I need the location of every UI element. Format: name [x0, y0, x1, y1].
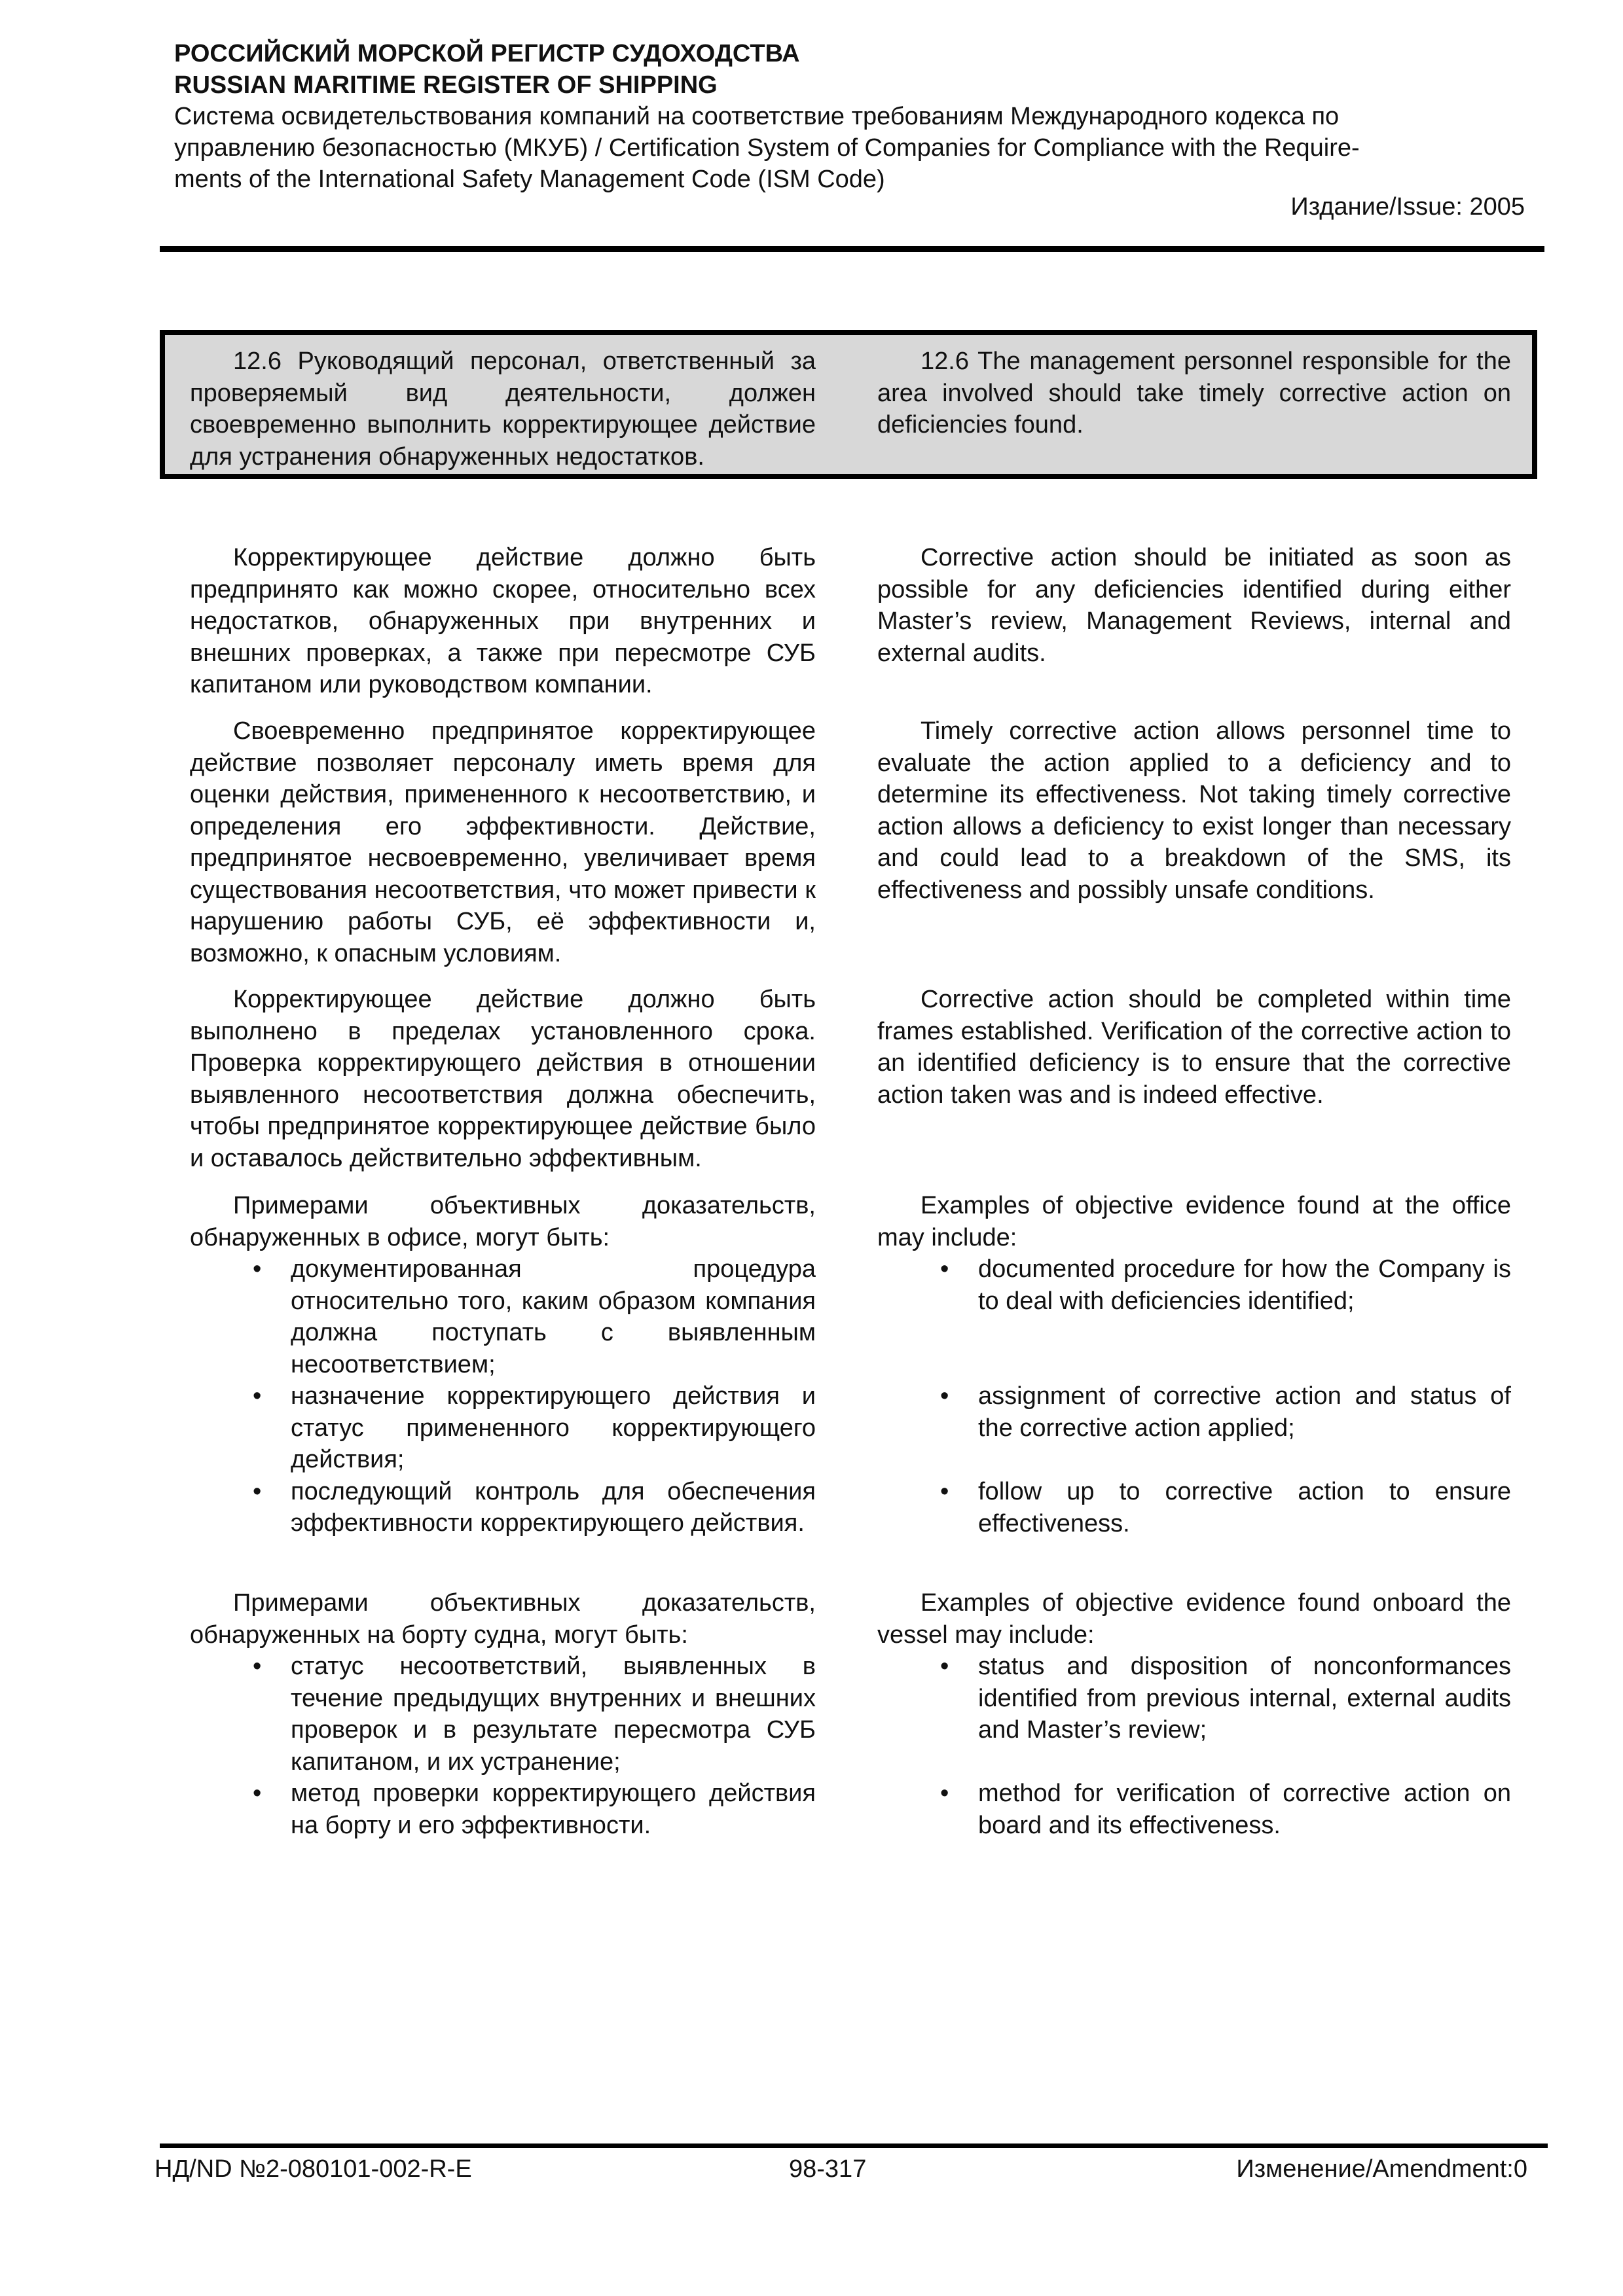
vessel-evidence-list: [877, 1651, 1511, 1841]
system-title-line-2: управлению безопасностью (МКУБ) / Certification System of Companies for Compliance with the Require-: [174, 134, 1360, 162]
bullet-icon: •: [940, 1255, 949, 1283]
requirement-paragraph-ru: 12.6 Руководящий персонал, ответственный за проверяемый вид деятельности, должен своевременно выполнить корректирующее действие для устранения обнаруженных недостатков.: [190, 348, 816, 471]
list-item-text: документированная процедура относительно того, каким образом компания должна поступать с выявленным несоответствием;: [291, 1255, 816, 1378]
paragraph-text: Timely corrective action allows personnel time to evaluate the action applied to a deficiency and to determine its effectiveness. Not taking timely corrective action allows a deficiency to exist longer than necessary and could lead to a breakdown of the SMS, its effectiveness and possibly unsafe conditions.: [877, 717, 1511, 904]
page-number: 98-317: [789, 2155, 867, 2183]
vessel-intro-text: Examples of objective evidence found onboard the vessel may include:: [877, 1589, 1511, 1649]
guidance-paragraph-1-en: [877, 542, 1511, 669]
vessel-evidence-list: [190, 1651, 816, 1841]
vessel-evidence-en: [877, 1587, 1511, 1841]
list-item: [877, 1778, 1511, 1841]
amendment-label: Изменение/Amendment:0: [1236, 2155, 1527, 2183]
bullet-icon: •: [253, 1477, 262, 1505]
office-evidence-en: [877, 1190, 1511, 1539]
bullet-icon: •: [253, 1382, 262, 1410]
guidance-paragraph-2-ru: [190, 715, 816, 969]
bullet-icon: •: [253, 1780, 262, 1807]
office-evidence-list: [877, 1253, 1511, 1539]
system-title-line-3: ments of the International Safety Management Code (ISM Code): [174, 166, 885, 193]
system-title-line-1: Система освидетельствования компаний на соответствие требованиям Международного кодекса по: [174, 103, 1340, 130]
bullet-icon: •: [940, 1382, 949, 1410]
header-divider: [160, 246, 1544, 252]
paragraph-text: Corrective action should be completed within time frames established. Verification of the corrective action to an identified deficiency is to ensure that the corrective action taken was and is indeed effective.: [877, 986, 1511, 1109]
list-item-text: метод проверки корректирующего действия на борту и его эффективности.: [291, 1780, 816, 1839]
paragraph-text: Корректирующее действие должно быть выполнено в пределах установленного срока. Проверка корректирующего действия в отношении выявленного несоответствия должна обеспечить, чтобы предпринятое корректирующее действие было и оставалось действительно эффективным.: [190, 986, 816, 1172]
list-item-text: method for verification of corrective action on board and its effectiveness.: [978, 1780, 1511, 1839]
list-item: [190, 1778, 816, 1841]
paragraph-text: Своевременно предпринятое корректирующее действие позволяет персоналу иметь время для оценки действия, примененного к несоответствию, и определения его эффективности. Действие, предпринятое несвоевременно, увеличивает время существования несоответствия, что может привести к нарушению работы СУБ, её эффективности и, возможно, к опасным условиям.: [190, 717, 816, 967]
list-item-text: follow up to corrective action to ensure effectiveness.: [978, 1478, 1511, 1537]
list-item-text: назначение корректирующего действия и статус примененного корректирующего действия;: [291, 1382, 816, 1473]
list-item: [190, 1651, 816, 1778]
list-item-text: status and disposition of nonconformances identified from previous internal, external audits and Master’s review;: [978, 1653, 1511, 1744]
document-number: НД/ND №2-080101-002-R-E: [155, 2155, 472, 2183]
register-title-ru: РОССИЙСКИЙ МОРСКОЙ РЕГИСТР СУДОХОДСТВА: [174, 40, 800, 67]
paragraph-text: Corrective action should be initiated as soon as possible for any deficiencies identified during either Master’s review, Management Reviews, internal and external audits.: [877, 544, 1511, 667]
guidance-paragraph-3-ru: [190, 984, 816, 1174]
guidance-paragraph-3-en: [877, 984, 1511, 1111]
requirement-text-ru: [190, 346, 816, 473]
list-item-text: assignment of corrective action and status of the corrective action applied;: [978, 1382, 1511, 1442]
paragraph-text: Корректирующее действие должно быть предпринято как можно скорее, относительно всех недостатков, обнаруженных при внутренних и внешних проверках, а также при пересмотре СУБ капитаном или руководством компании.: [190, 544, 816, 698]
list-item: [190, 1253, 816, 1380]
office-intro-text: Примерами объективных доказательств, обнаруженных в офисе, могут быть:: [190, 1192, 816, 1251]
footer-divider: [160, 2144, 1548, 2148]
list-item: [877, 1253, 1511, 1380]
bullet-icon: •: [940, 1780, 949, 1807]
guidance-paragraph-2-en: [877, 715, 1511, 906]
requirement-paragraph-en: 12.6 The management personnel responsible for the area involved should take timely corrective action on deficiencies found.: [877, 348, 1511, 439]
office-evidence-ru: [190, 1190, 816, 1539]
office-evidence-list: [190, 1253, 816, 1539]
office-intro-text: Examples of objective evidence found at the office may include:: [877, 1192, 1511, 1251]
bullet-icon: •: [253, 1255, 262, 1283]
issue-label: Издание/Issue: 2005: [1290, 193, 1525, 221]
bullet-icon: •: [940, 1478, 949, 1505]
list-item: [877, 1380, 1511, 1476]
register-title-en: RUSSIAN MARITIME REGISTER OF SHIPPING: [174, 71, 718, 99]
bullet-icon: •: [253, 1653, 262, 1680]
list-item: [190, 1476, 816, 1539]
vessel-evidence-ru: [190, 1587, 816, 1841]
list-item-text: статус несоответствий, выявленных в течение предыдущих внутренних и внешних проверок и в результате пересмотра СУБ капитаном, и их устранение;: [291, 1653, 816, 1776]
list-item: [190, 1380, 816, 1476]
list-item-text: documented procedure for how the Company is to deal with deficiencies identified;: [978, 1255, 1511, 1315]
list-item: [877, 1651, 1511, 1778]
requirement-text-en: [877, 346, 1511, 441]
list-item: [877, 1476, 1511, 1539]
vessel-intro-text: Примерами объективных доказательств, обнаруженных на борту судна, могут быть:: [190, 1589, 816, 1649]
guidance-paragraph-1-ru: [190, 542, 816, 701]
list-item-text: последующий контроль для обеспечения эффективности корректирующего действия.: [291, 1477, 816, 1537]
bullet-icon: •: [940, 1653, 949, 1680]
